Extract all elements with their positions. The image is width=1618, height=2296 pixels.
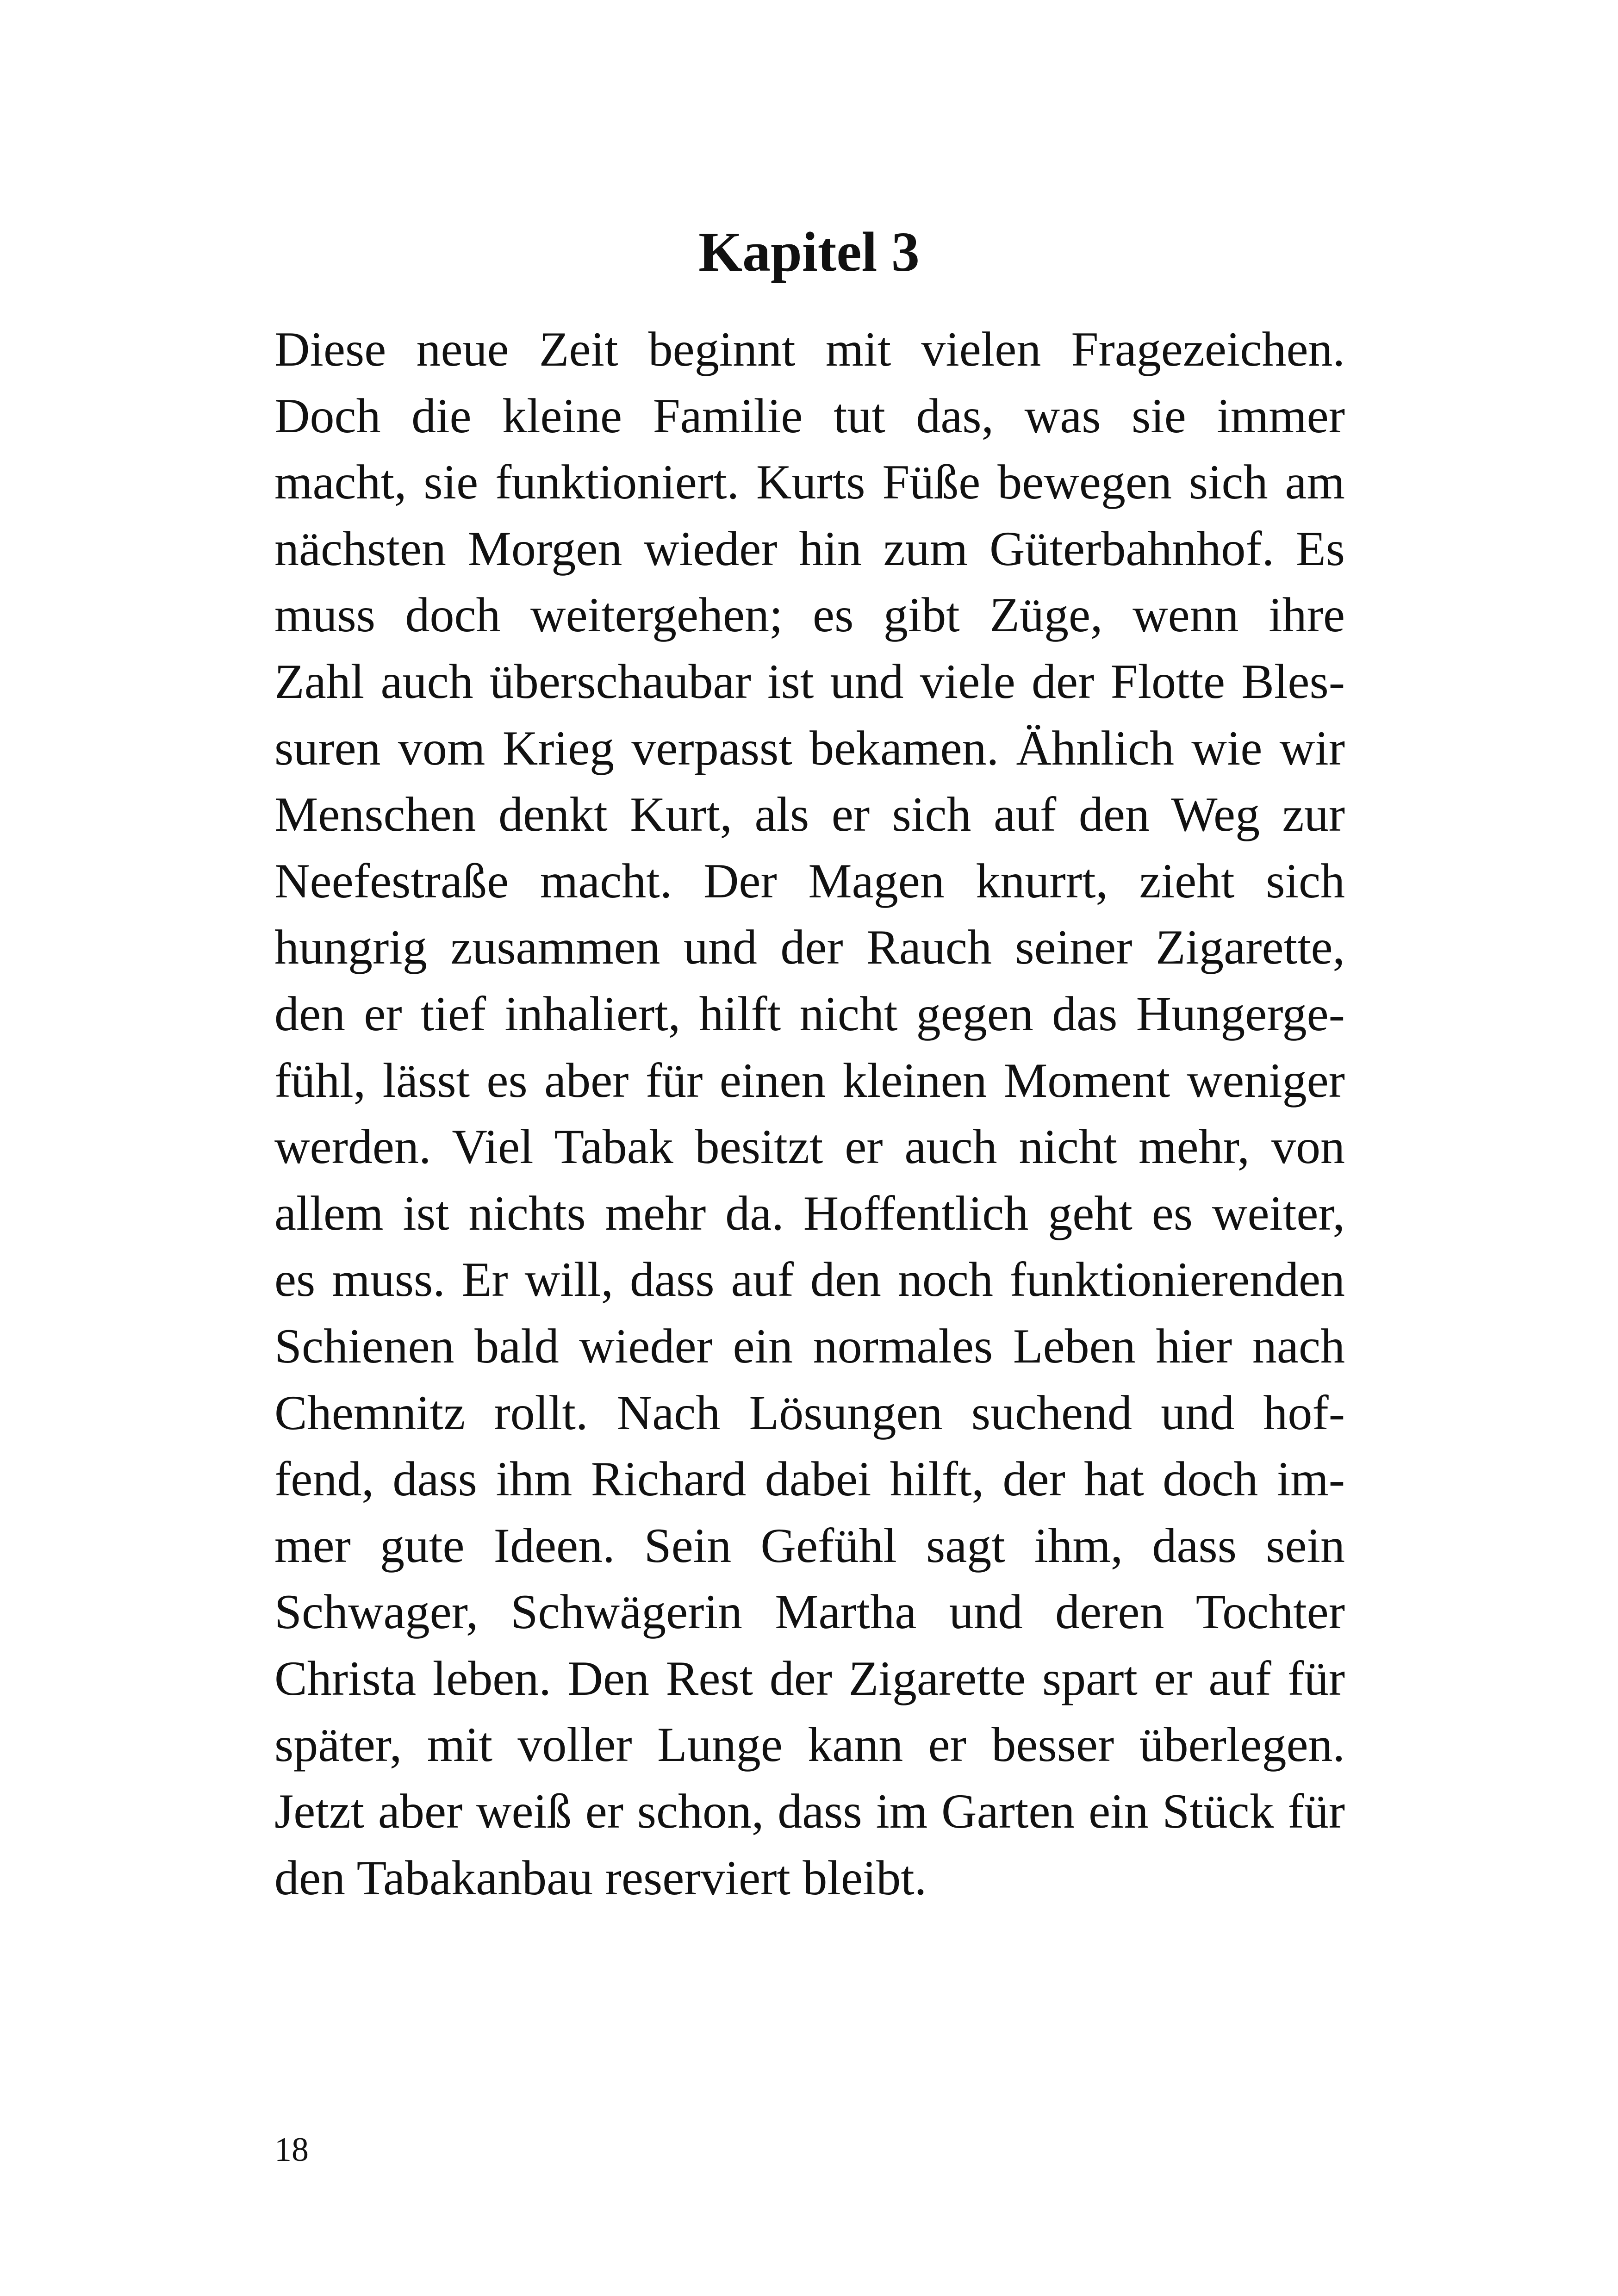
body-paragraph <box>274 316 1345 1911</box>
text-line: allem ist nichts mehr da. Hoffentlich geht es weiter, <box>274 1186 1345 1240</box>
text-line: es muss. Er will, dass auf den noch funktionierenden <box>274 1252 1345 1307</box>
text-line: fend, dass ihm Richard dabei hilft, der hat doch im- <box>274 1452 1345 1506</box>
text-line: Neefestraße macht. Der Magen knurrt, zieht sich <box>274 853 1345 908</box>
text-line-last: den Tabakanbau reserviert bleibt. <box>274 1850 927 1905</box>
chapter-title: Kapitel 3 <box>698 221 920 283</box>
text-line: später, mit voller Lunge kann er besser überlegen. <box>274 1717 1345 1772</box>
page-number: 18 <box>274 2131 309 2169</box>
text-line: Diese neue Zeit beginnt mit vielen Fragezeichen. <box>274 322 1345 376</box>
text-line: den er tief inhaliert, hilft nicht gegen das Hungerge- <box>274 986 1345 1041</box>
text-line: Jetzt aber weiß er schon, dass im Garten ein Stück für <box>274 1784 1345 1839</box>
text-line: macht, sie funktioniert. Kurts Füße bewegen sich am <box>274 455 1345 510</box>
text-line: werden. Viel Tabak besitzt er auch nicht mehr, von <box>274 1120 1345 1174</box>
text-line: Menschen denkt Kurt, als er sich auf den Weg zur <box>274 787 1345 842</box>
text-line: muss doch weitergehen; es gibt Züge, wenn ihre <box>274 588 1345 642</box>
text-line: Christa leben. Den Rest der Zigarette spart er auf für <box>274 1651 1345 1705</box>
text-line: Schienen bald wieder ein normales Leben hier nach <box>274 1319 1345 1373</box>
text-line: Chemnitz rollt. Nach Lösungen suchend und hof- <box>274 1385 1345 1440</box>
text-line: Schwager, Schwägerin Martha und deren Tochter <box>274 1585 1345 1639</box>
text-line: Doch die kleine Familie tut das, was sie immer <box>274 388 1345 443</box>
text-line: fühl, lässt es aber für einen kleinen Moment weniger <box>274 1053 1345 1108</box>
text-line: mer gute Ideen. Sein Gefühl sagt ihm, dass sein <box>274 1518 1345 1573</box>
text-line: hungrig zusammen und der Rauch seiner Zigarette, <box>274 920 1345 975</box>
text-line: nächsten Morgen wieder hin zum Güterbahnhof. Es <box>274 521 1345 576</box>
text-line: Zahl auch überschaubar ist und viele der Flotte Bles- <box>274 654 1345 709</box>
text-line: suren vom Krieg verpasst bekamen. Ähnlich wie wir <box>274 721 1345 775</box>
